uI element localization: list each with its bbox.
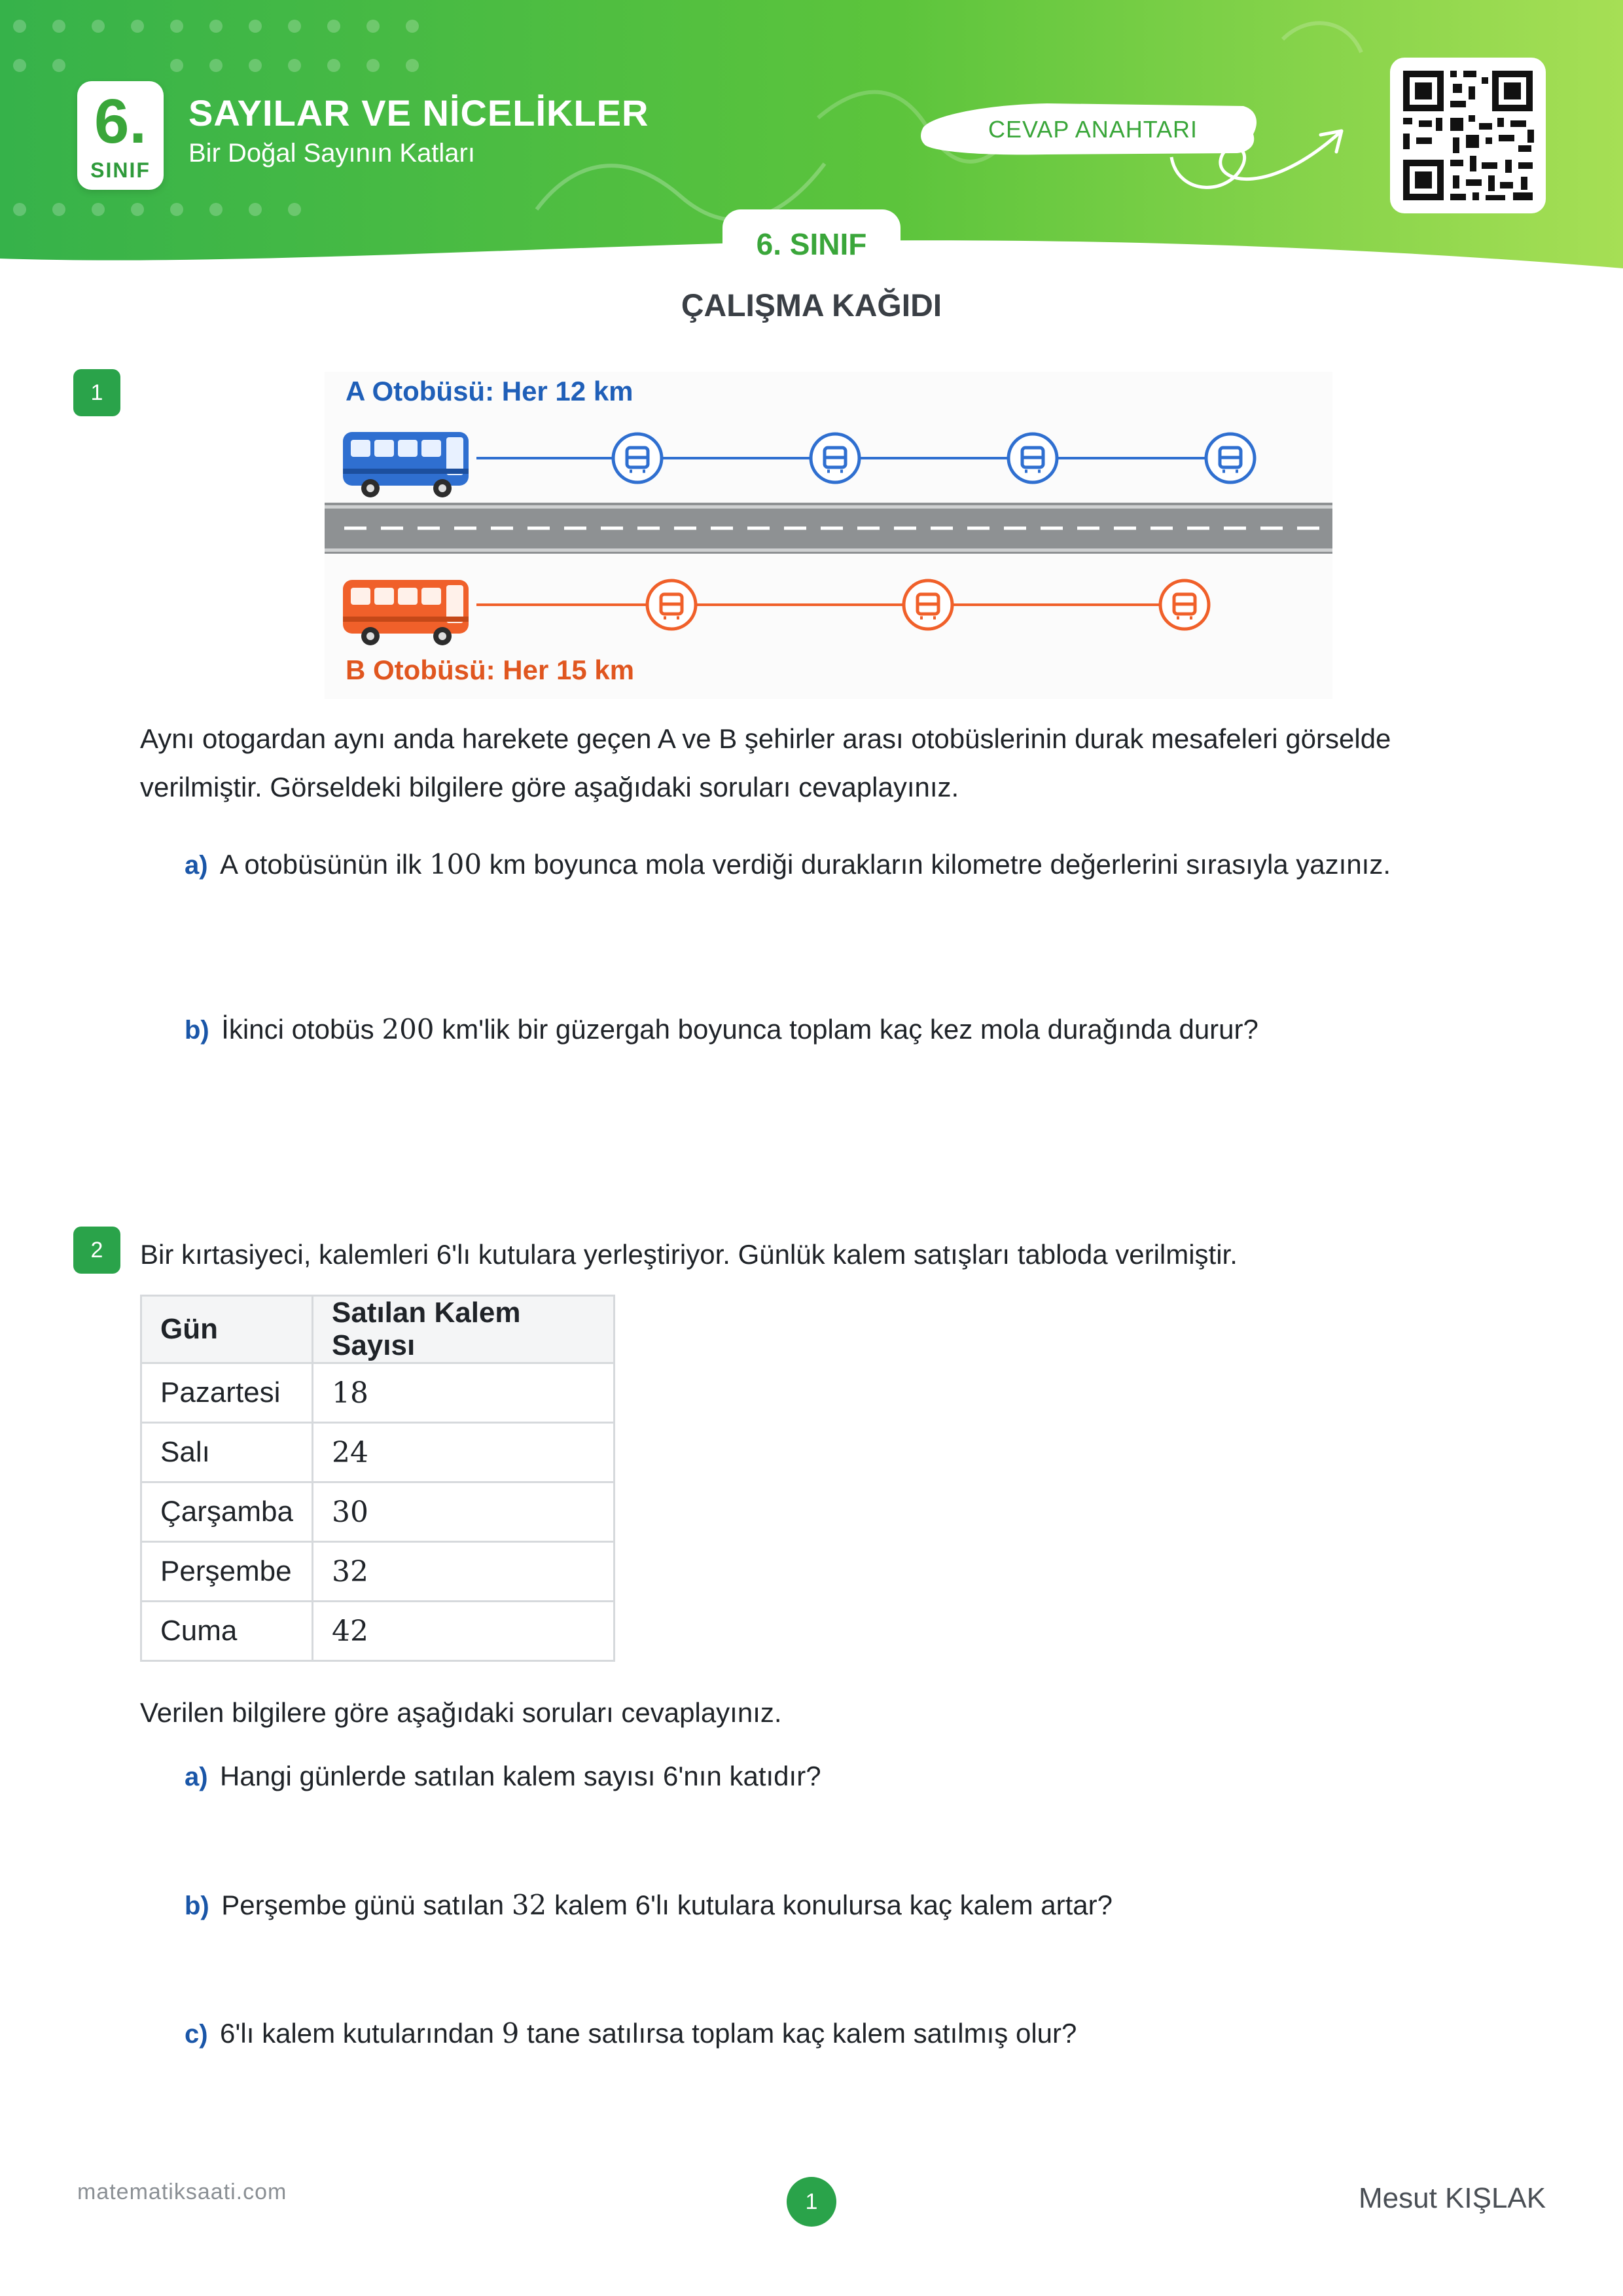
question2-instruction: Verilen bilgilere göre aşağıdaki soruları cevaplayınız. [140,1697,782,1728]
footer-author: Mesut KIŞLAK [1359,2182,1546,2214]
part-text: kalem 6'lı kutulara konulursa kaç kalem artar? [546,1890,1113,1920]
value-cell: 18 [312,1363,614,1423]
question-number-badge: 1 [73,369,120,416]
page-number: 1 [787,2177,836,2227]
worksheet-title: ÇALIŞMA KAĞIDI [681,289,942,323]
question1-intro-line1: Aynı otogardan aynı anda harekete geçen A ve B şehirler arası otobüslerinin durak mesafeleri görselde [140,723,1391,754]
part-number: 9 [501,2017,520,2049]
footer-site[interactable]: matematiksaati.com [77,2179,287,2204]
grade-tab: 6. SINIF [722,209,901,275]
part-letter: c) [185,2020,208,2049]
road [325,503,1332,554]
value-cell: 32 [312,1542,614,1602]
part-text: tane satılırsa toplam kaç kalem satılmış olur? [519,2018,1077,2049]
part-letter: a) [185,851,208,880]
table-row [141,1542,615,1602]
column-header: Gün [141,1296,313,1363]
question1-part-a [185,848,1391,880]
question1-intro [140,715,1514,812]
table-row [141,1423,615,1482]
grade-number: 6. [94,86,147,156]
value-cell: 30 [312,1482,614,1542]
part-text: 6'lı kalem kutularından [220,2018,502,2049]
question2-part-c [185,2017,1077,2049]
question1-part-b [185,1013,1258,1045]
bus-stops-figure [325,372,1332,699]
day-cell: Cuma [141,1602,313,1661]
question2-intro: Bir kırtasiyeci, kalemleri 6'lı kutulara yerleştiriyor. Günlük kalem satışları tabloda verilmiştir. [140,1239,1238,1270]
question2-part-b [185,1889,1113,1921]
question2-part-a [185,1761,821,1792]
qr-code-icon[interactable] [1390,58,1546,213]
part-number: 100 [429,848,482,880]
sales-table [140,1295,615,1662]
part-text: Perşembe günü satılan [221,1890,512,1920]
unit-title: SAYILAR VE NİCELİKLER [188,92,649,134]
table-header-row [141,1296,615,1363]
table-row [141,1602,615,1661]
part-number: 200 [382,1013,435,1045]
value-cell: 24 [312,1423,614,1482]
day-cell: Perşembe [141,1542,313,1602]
bus-b-label: B Otobüsü: Her 15 km [346,655,635,685]
part-text: İkinci otobüs [221,1014,382,1045]
table-row [141,1363,615,1423]
day-cell: Çarşamba [141,1482,313,1542]
part-text: km boyunca mola verdiği durakların kilometre değerlerini sırasıyla yazınız. [482,849,1391,880]
answer-key-link[interactable]: CEVAP ANAHTARI [988,116,1198,143]
bus-a-label: A Otobüsü: Her 12 km [346,376,633,406]
part-letter: b) [185,1892,209,1920]
part-letter: b) [185,1016,209,1045]
grade-badge [77,81,164,190]
unit-subtitle: Bir Doğal Sayının Katları [188,139,475,168]
grade-label: SINIF [90,158,151,182]
part-text: km'lik bir güzergah boyunca toplam kaç kez mola durağında durur? [434,1014,1258,1045]
table-row [141,1482,615,1542]
part-letter: a) [185,1763,208,1791]
part-text: Hangi günlerde satılan kalem sayısı 6'nın katıdır? [220,1761,821,1791]
part-text: A otobüsünün ilk [220,849,429,880]
day-cell: Pazartesi [141,1363,313,1423]
column-header: Satılan Kalem Sayısı [312,1296,614,1363]
question-number-badge: 2 [73,1227,120,1274]
day-cell: Salı [141,1423,313,1482]
question1-intro-line2: verilmiştir. Görseldeki bilgilere göre aşağıdaki soruları cevaplayınız. [140,772,959,802]
part-number: 32 [511,1889,547,1921]
value-cell: 42 [312,1602,614,1661]
